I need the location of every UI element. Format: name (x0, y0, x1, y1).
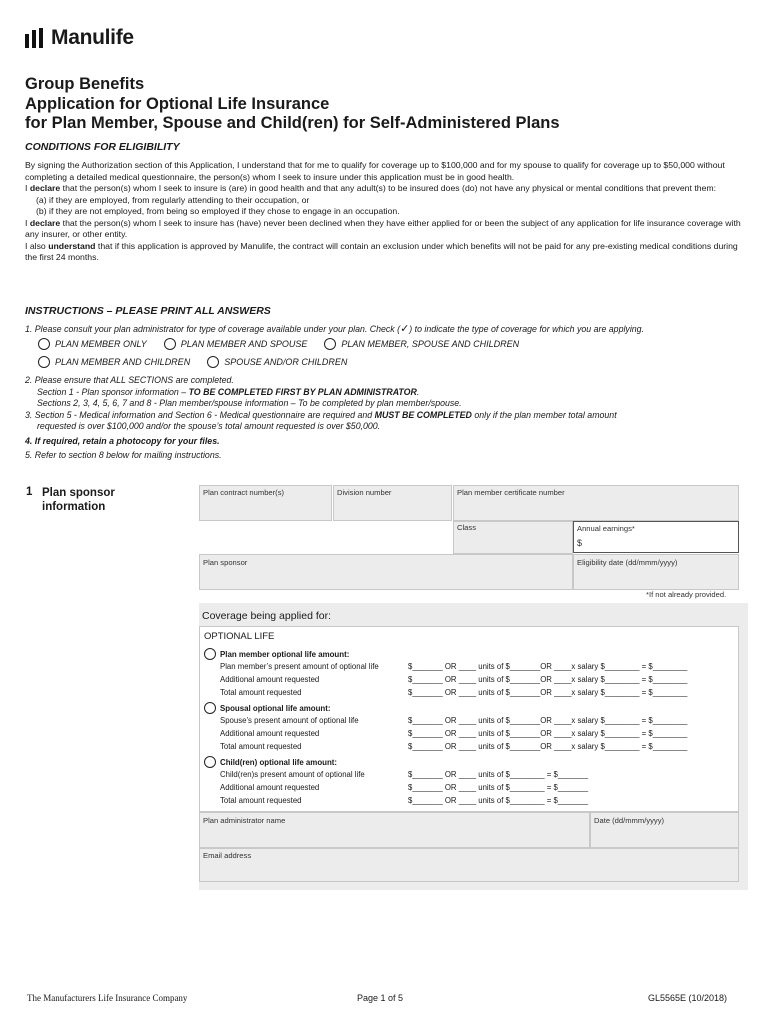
child-row-2-formula[interactable]: $_______ OR ____ units of $________ = $_______ (408, 783, 589, 792)
member-heading: Plan member optional life amount: (220, 650, 350, 659)
instruction-3: 3. Section 5 - Medical information and Section 6 - Medical questionnaire are required and MUST BE COMPLETED only if the plan member total amount (25, 409, 617, 420)
coverage-options-row-2 (38, 356, 364, 368)
class-label: Class (457, 523, 476, 532)
member-row-2-formula[interactable]: $_______ OR ____ units of $_______OR ____x salary $________ = $________ (408, 675, 688, 684)
title-line-2: Application for Optional Life Insurance (25, 94, 330, 113)
conditions-heading: CONDITIONS FOR ELIGIBILITY (25, 141, 180, 153)
child-row-1-formula[interactable]: $_______ OR ____ units of $________ = $_______ (408, 770, 589, 779)
plan-contract-number-label: Plan contract number(s) (203, 488, 285, 497)
optional-life-heading: OPTIONAL LIFE (204, 631, 275, 642)
option-plan-member-and-children[interactable]: PLAN MEMBER AND CHILDREN (38, 356, 190, 368)
section-title: Plan sponsor information (42, 487, 115, 513)
conditions-p2b: (b) if they are not employed, from being so employed if they chose to engage in an occupation. (36, 206, 400, 216)
conditions-p2: I declare that the person(s) whom I seek to insure is (are) in good health and that any adult(s) to be insured does (do) not have any physical or mental conditions that prevent them: (25, 183, 717, 193)
footer-company: The Manufacturers Life Insurance Company (27, 993, 188, 1003)
child-row-1-label: Child(ren)s present amount of optional life (220, 770, 365, 779)
radio-button[interactable] (164, 338, 176, 350)
instructions-2-to-5 (25, 375, 750, 462)
manulife-logo-icon (25, 28, 43, 48)
instruction-5: 5. Refer to section 8 below for mailing instructions. (25, 450, 222, 460)
conditions-p2a: (a) if they are employed, from regularly attending to their occupation, or (36, 194, 310, 205)
plan-administrator-name-label: Plan administrator name (203, 816, 286, 825)
spouse-row-2-formula[interactable]: $_______ OR ____ units of $_______OR ____x salary $________ = $________ (408, 729, 688, 738)
eligibility-date-label: Eligibility date (dd/mmm/yyyy) (577, 558, 678, 567)
conditions-p3: I declare that the person(s) whom I seek to insure has (have) never been declined when they have either applied for or been the subject of any application for life insurance coverage with any insurer, or other entity. (25, 217, 741, 239)
footer-page-number: Page 1 of 5 (357, 993, 404, 1003)
instructions-heading: INSTRUCTIONS – PLEASE PRINT ALL ANSWERS (25, 305, 271, 317)
member-row-3-formula[interactable]: $_______ OR ____ units of $_______OR ____x salary $________ = $________ (408, 688, 688, 697)
manulife-logo (25, 26, 134, 50)
radio-button[interactable] (38, 356, 50, 368)
email-address-field[interactable] (199, 848, 739, 882)
email-address-label: Email address (203, 851, 252, 860)
title-line-1: Group Benefits (25, 75, 145, 93)
child-optional-life-radio[interactable] (204, 756, 216, 768)
radio-button[interactable] (207, 356, 219, 368)
child-row-3-label: Total amount requested (220, 796, 302, 805)
child-row-3-formula[interactable]: $_______ OR ____ units of $________ = $_______ (408, 796, 589, 805)
radio-button[interactable] (38, 338, 50, 350)
instruction-2a: Section 1 - Plan sponsor information – TO BE COMPLETED FIRST BY PLAN ADMINISTRATOR. (37, 386, 420, 397)
footnote: *If not already provided. (646, 590, 727, 599)
footer-form-number: GL5565E (10/2018) (648, 993, 728, 1003)
option-plan-member-only[interactable]: PLAN MEMBER ONLY (38, 338, 147, 350)
conditions-p1: By signing the Authorization section of this Application, I understand that for me to qualify for coverage up to $100,000 and for my spouse to qualify for coverage up to $50,000 without completing a detailed medical questionnaire, the person(s) whom I seek to insure under this application must be in good health. (25, 160, 725, 182)
instruction-2: 2. Please ensure that ALL SECTIONS are completed. (25, 375, 234, 385)
spouse-row-3-formula[interactable]: $_______ OR ____ units of $_______OR ____x salary $________ = $________ (408, 742, 688, 751)
conditions-text (25, 160, 747, 264)
admin-date-label: Date (dd/mmm/yyyy) (594, 816, 665, 825)
brand-name: Manulife (51, 26, 134, 49)
instructions-1: 1. Please consult your plan administrator for type of coverage available under your plan. Check (✓) to indicate the type of coverage for which you are applying. (25, 323, 645, 335)
member-row-3-label: Total amount requested (220, 688, 302, 697)
page-title (25, 75, 560, 134)
conditions-p4: I also understand that if this application is approved by Manulife, the contract will contain an exclusion under which benefits will not be paid for any pre-existing medical conditions during the first 24 months. (25, 240, 738, 262)
spousal-optional-life-radio[interactable] (204, 702, 216, 714)
coverage-options-row-1 (38, 338, 536, 350)
certificate-number-label: Plan member certificate number (457, 488, 565, 497)
instruction-4: 4. If required, retain a photocopy for your files. (25, 435, 220, 446)
dollar-sign: $ (577, 538, 583, 548)
spousal-heading: Spousal optional life amount: (220, 704, 331, 713)
option-spouse-and-or-children[interactable]: SPOUSE AND/OR CHILDREN (207, 356, 347, 368)
plan-sponsor-field[interactable] (199, 554, 573, 590)
check-mark-icon: ✓ (400, 323, 410, 335)
spouse-row-3-label: Total amount requested (220, 742, 302, 751)
spouse-row-1-label: Spouse’s present amount of optional life (220, 716, 359, 725)
annual-earnings-label: Annual earnings* (577, 524, 635, 533)
title-line-3: for Plan Member, Spouse and Child(ren) for Self-Administered Plans (25, 114, 560, 132)
child-row-2-label: Additional amount requested (220, 783, 320, 792)
option-plan-member-spouse-children[interactable]: PLAN MEMBER, SPOUSE AND CHILDREN (324, 338, 519, 350)
option-plan-member-and-spouse[interactable]: PLAN MEMBER AND SPOUSE (164, 338, 308, 350)
plan-sponsor-label: Plan sponsor (203, 558, 248, 567)
instruction-2b: Sections 2, 3, 4, 5, 6, 7 and 8 - Plan member/spouse information – To be completed by plan member/spouse. (37, 398, 462, 408)
member-row-1-label: Plan member’s present amount of optional life (220, 662, 379, 671)
member-row-1-formula[interactable]: $_______ OR ____ units of $_______OR ____x salary $________ = $________ (408, 662, 688, 671)
member-optional-life-radio[interactable] (204, 648, 216, 660)
division-number-label: Division number (337, 488, 392, 497)
member-row-2-label: Additional amount requested (220, 675, 320, 684)
section-number: 1 (26, 486, 33, 498)
instruction-3b: requested is over $100,000 and/or the spouse’s total amount requested is over $50,000. (37, 421, 381, 431)
coverage-heading: Coverage being applied for: (202, 610, 332, 622)
child-heading: Child(ren) optional life amount: (220, 758, 338, 767)
spouse-row-2-label: Additional amount requested (220, 729, 320, 738)
spouse-row-1-formula[interactable]: $_______ OR ____ units of $_______OR ____x salary $________ = $________ (408, 716, 688, 725)
radio-button[interactable] (324, 338, 336, 350)
